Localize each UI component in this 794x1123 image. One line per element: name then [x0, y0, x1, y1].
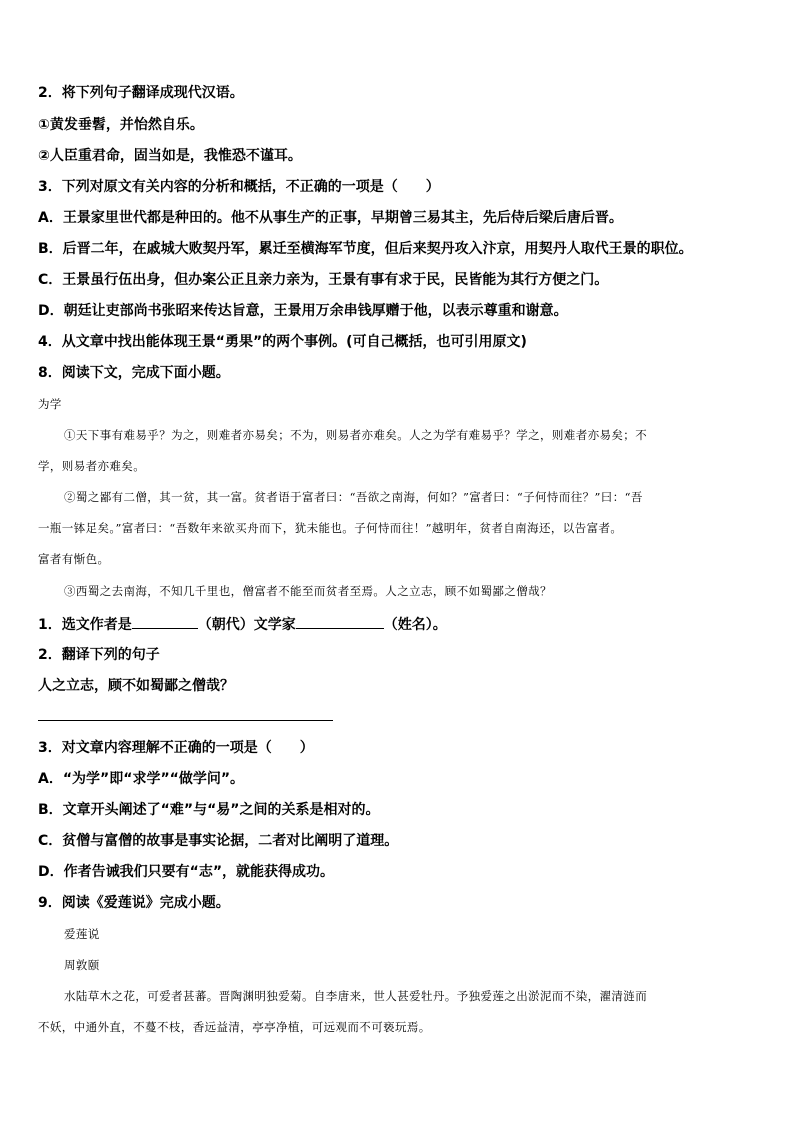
q3-option-a: A．“为学”即“求学”“做学问”。	[38, 771, 245, 787]
ailianshuo-title: 爱莲说	[64, 927, 100, 941]
passage-para-1-cont: 学，则易者亦难矣。	[38, 459, 146, 473]
passage-title: 为学	[38, 397, 62, 411]
q1-suffix: （姓名）。	[383, 617, 447, 633]
name-blank[interactable]	[296, 614, 384, 629]
question-2-heading: 2．将下列句子翻译成现代汉语。	[38, 85, 244, 101]
question-4: 4．从文章中找出能体现王景“勇果”的两个事例。(可自己概括，也可引用原文)	[38, 334, 527, 350]
passage-para-1: ①天下事有难易乎？为之，则难者亦易矣；不为，则易者亦难矣。人之为学有难易乎？学之，则难者亦易矣；不	[64, 428, 648, 442]
passage-para-2-end: 富者有惭色。	[38, 552, 110, 566]
dynasty-blank[interactable]	[132, 614, 198, 629]
question-1	[38, 614, 447, 634]
option-d: D．朝廷让吏部尚书张昭来传达旨意，王景用万余串钱厚赠于他，以表示尊重和谢意。	[38, 303, 568, 319]
passage-para-2-cont: 一瓶一钵足矣。”富者曰：“吾数年来欲买舟而下，犹未能也。子何恃而往！”越明年，贫者自南海还，以告富者。	[38, 521, 623, 535]
question-3-understanding: 3．对文章内容理解不正确的一项是（ ）	[38, 740, 314, 756]
option-b: B．后晋二年，在戚城大败契丹军，累迁至横海军节度，但后来契丹攻入汴京，用契丹人取代王景的职位。	[38, 241, 693, 257]
option-a: A．王景家里世代都是种田的。他不从事生产的正事，早期曾三易其主，先后侍后梁后唐后晋。	[38, 210, 623, 226]
q3-option-c: C．贫僧与富僧的故事是事实论据，二者对比阐明了道理。	[38, 833, 399, 849]
ailianshuo-author: 周敦颐	[64, 958, 100, 972]
sentence-2: ②人臣重君命，固当如是，我惟恐不谨耳。	[38, 148, 302, 164]
sentence-1: ①黄发垂髫，并怡然自乐。	[38, 117, 204, 133]
passage-para-3: ③西蜀之去南海，不知几千里也，僧富者不能至而贫者至焉。人之立志，顾不如蜀鄙之僧哉？	[64, 584, 552, 598]
q1-prefix: 1．选文作者是	[38, 617, 132, 633]
q3-option-b: B．文章开头阐述了“难”与“易”之间的关系是相对的。	[38, 802, 380, 818]
q1-middle: （朝代）文学家	[197, 617, 296, 633]
translate-sentence: 人之立志，顾不如蜀鄙之僧哉？	[38, 678, 234, 694]
q3-option-d: D．作者告诫我们只要有“志”，就能获得成功。	[38, 864, 335, 880]
section-8-heading: 8．阅读下文，完成下面小题。	[38, 365, 230, 381]
question-2-translate: 2．翻译下列的句子	[38, 647, 160, 663]
option-c: C．王景虽行伍出身，但办案公正且亲力亲为，王景有事有求于民，民皆能为其行方便之门。	[38, 272, 609, 288]
ailianshuo-para-1-cont: 不妖，中通外直，不蔓不枝，香远益清，亭亭净植，可远观而不可亵玩焉。	[38, 1020, 431, 1034]
section-9-heading: 9．阅读《爱莲说》完成小题。	[38, 895, 230, 911]
ailianshuo-para-1: 水陆草木之花，可爱者甚蕃。晋陶渊明独爱菊。自李唐来，世人甚爱牡丹。予独爱莲之出淤泥而不染，濯清涟而	[64, 989, 648, 1003]
question-3-heading: 3．下列对原文有关内容的分析和概括，不正确的一项是（ ）	[38, 179, 440, 195]
passage-para-2: ②蜀之鄙有二僧，其一贫，其一富。贫者语于富者曰：“吾欲之南海，何如？”富者曰：“子何恃而往？”曰：“吾	[64, 490, 643, 504]
answer-line[interactable]	[38, 720, 333, 721]
